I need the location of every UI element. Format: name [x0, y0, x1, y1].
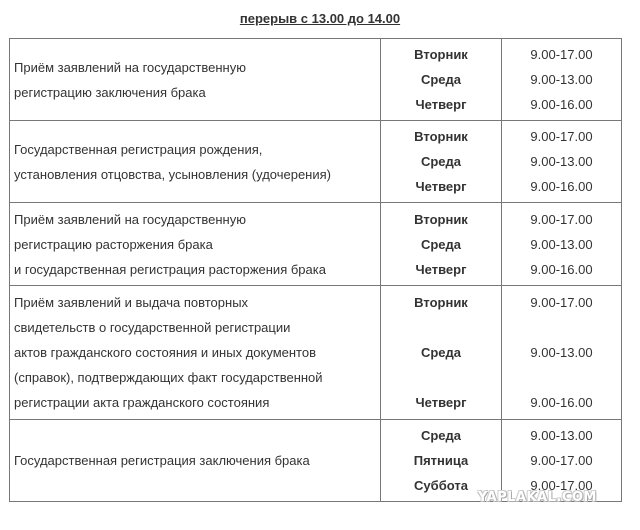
- service-cell: [10, 39, 381, 121]
- days-cell: [381, 39, 502, 121]
- hours-label: 9.00-13.00: [530, 154, 593, 169]
- table-row: [10, 286, 622, 420]
- service-cell: [10, 121, 381, 203]
- days-cell: [381, 121, 502, 203]
- hours-label: 9.00-17.00: [530, 211, 593, 227]
- service-text-line: регистрацию заключения брака: [14, 84, 206, 100]
- hours-label: 9.00-17.00: [530, 453, 593, 468]
- service-text-line: актов гражданского состояния и иных документов: [14, 345, 316, 360]
- hours-label: 9.00-16.00: [530, 179, 593, 194]
- hours-label: 9.00-13.00: [530, 236, 593, 252]
- hours-cell: [502, 203, 622, 286]
- day-label: [381, 315, 501, 340]
- hours-label: 9.00-17.00: [530, 295, 593, 310]
- service-text-line: свидетельств о государственной регистрации: [14, 320, 291, 335]
- service-text-line: Приём заявлений на государственную: [14, 59, 246, 75]
- table-row: [10, 39, 622, 121]
- day-label: Четверг: [415, 395, 467, 410]
- hours-cell: [502, 121, 622, 203]
- service-text-line: Государственная регистрация рождения,: [14, 141, 263, 157]
- day-label: Среда: [420, 345, 462, 360]
- hours-label: [502, 365, 621, 390]
- day-label: Среда: [420, 154, 462, 169]
- day-label: Среда: [420, 72, 462, 87]
- service-cell: [10, 286, 381, 420]
- hours-label: 9.00-16.00: [530, 395, 593, 410]
- day-label: Вторник: [414, 295, 468, 310]
- hours-cell: [502, 39, 622, 121]
- days-cell: [381, 203, 502, 286]
- hours-label: 9.00-17.00: [530, 478, 593, 493]
- service-text-line: Приём заявлений и выдача повторных: [14, 295, 249, 310]
- service-text-line: Государственная регистрация заключения брака: [14, 453, 310, 468]
- day-label: Вторник: [414, 129, 468, 144]
- schedule-table-body: [10, 39, 622, 502]
- hours-label: 9.00-17.00: [530, 129, 593, 144]
- service-text-line: установления отцовства, усыновления (удочерения): [14, 166, 331, 182]
- table-row: [10, 121, 622, 203]
- day-label: Четверг: [415, 97, 467, 112]
- hours-label: 9.00-13.00: [530, 72, 593, 87]
- hours-label: 9.00-17.00: [530, 47, 593, 62]
- days-cell: [381, 286, 502, 420]
- day-label: Пятница: [413, 453, 469, 468]
- service-cell: [10, 420, 381, 502]
- service-text-line: и государственная регистрация расторжения брака: [14, 261, 326, 277]
- service-text-line: Приём заявлений на государственную: [14, 211, 246, 227]
- hours-cell: [502, 286, 622, 420]
- day-label: Среда: [420, 236, 462, 252]
- hours-label: [502, 315, 621, 340]
- watermark: YAPLAKAL.COM: [478, 490, 597, 505]
- service-text-line: регистрацию расторжения брака: [14, 236, 213, 252]
- day-label: Вторник: [414, 211, 468, 227]
- day-label: Четверг: [415, 261, 467, 277]
- day-label: Суббота: [414, 478, 468, 493]
- day-label: Четверг: [415, 179, 467, 194]
- service-cell: [10, 203, 381, 286]
- hours-label: 9.00-16.00: [530, 97, 593, 112]
- page-title: перерыв с 13.00 до 14.00: [239, 11, 401, 26]
- day-label: [381, 365, 501, 390]
- day-label: Вторник: [414, 47, 468, 62]
- hours-label: 9.00-13.00: [530, 345, 593, 360]
- day-label: Среда: [420, 428, 462, 443]
- schedule-table: [9, 38, 622, 502]
- table-row: [10, 203, 622, 286]
- service-text-line: регистрации акта гражданского состояния: [14, 395, 270, 410]
- hours-label: 9.00-13.00: [530, 428, 593, 443]
- service-text-line: (справок), подтверждающих факт государственной: [14, 370, 323, 385]
- hours-label: 9.00-16.00: [530, 261, 593, 277]
